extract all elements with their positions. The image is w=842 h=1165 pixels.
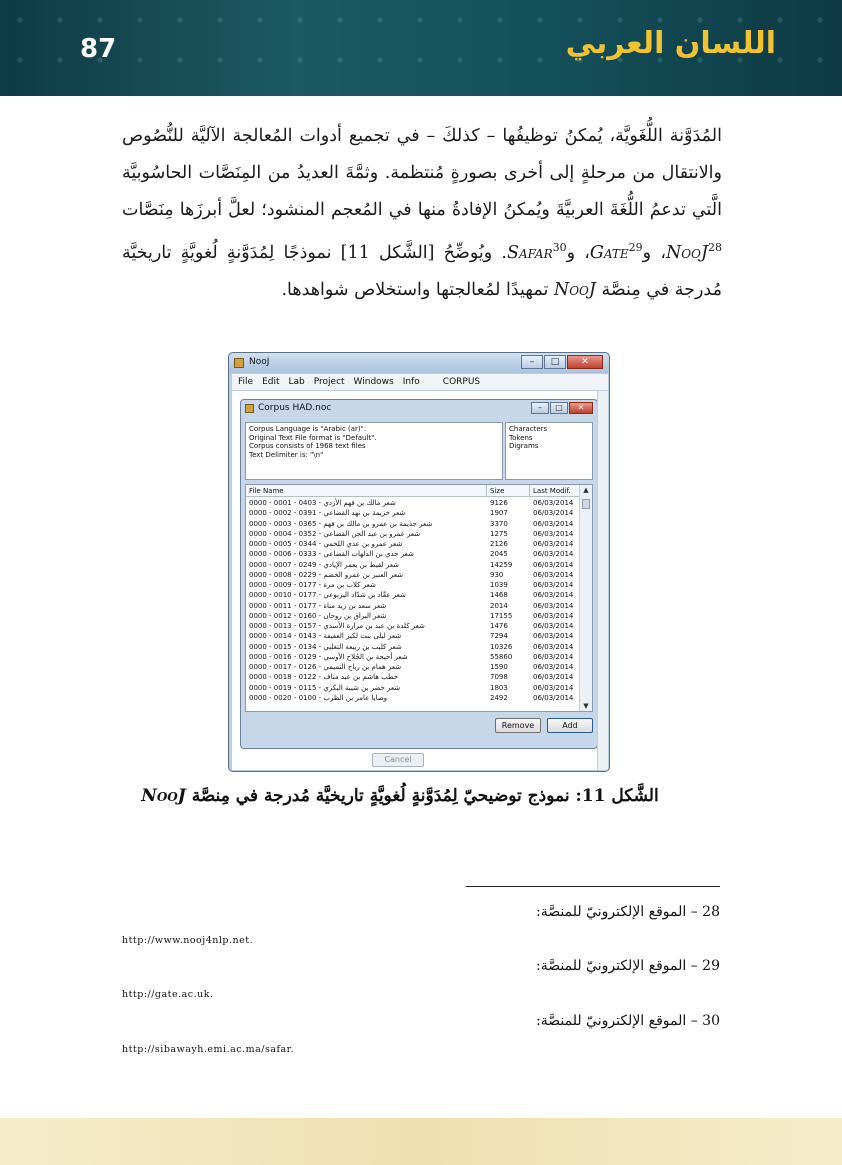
size-cell: 14259 xyxy=(490,560,513,569)
table-row[interactable] xyxy=(246,570,580,580)
stats-item-tokens[interactable]: Tokens xyxy=(509,433,533,442)
file-name-cell: 0000 - 0012 - 0160 - شعر البراق بن روحان xyxy=(249,611,387,620)
add-button[interactable]: Add xyxy=(547,718,593,733)
footnote-28-url[interactable]: http://www.nooj4nlp.net. xyxy=(122,935,254,946)
date-cell: 06/03/2014 xyxy=(533,560,574,569)
nooj-term: NooJ xyxy=(665,242,708,263)
stats-item-digrams[interactable]: Digrams xyxy=(509,442,539,450)
file-name-cell: 0000 - 0007 - 0249 - شعر لقيط بن يعمر الإيادي xyxy=(249,560,399,569)
table-row[interactable] xyxy=(246,560,580,570)
table-row[interactable] xyxy=(246,549,580,559)
date-cell: 06/03/2014 xyxy=(533,499,574,507)
menu-info[interactable]: Info xyxy=(402,377,420,387)
journal-logo: اللسان العربي xyxy=(565,26,776,61)
date-cell: 06/03/2014 xyxy=(533,611,574,620)
size-cell: 1590 xyxy=(490,663,508,671)
window-title: NooJ xyxy=(249,357,270,367)
page-footer-band xyxy=(0,1118,842,1165)
separator: ، و xyxy=(642,242,666,263)
separator: ، و xyxy=(566,242,590,263)
info-line: Corpus Language is "Arabic (ar)". xyxy=(249,425,367,433)
size-cell: 1476 xyxy=(490,622,508,630)
cancel-button[interactable]: Cancel xyxy=(372,753,424,767)
size-cell: 2014 xyxy=(490,601,508,610)
figure-caption xyxy=(130,786,670,806)
date-cell: 06/03/2014 xyxy=(533,601,574,610)
date-cell: 06/03/2014 xyxy=(533,550,574,559)
table-row[interactable] xyxy=(246,621,580,631)
file-name-cell: 0000 - 0015 - 0134 - شعر كليب بن ربيعة التغلبي xyxy=(249,642,402,651)
size-cell: 2045 xyxy=(490,550,508,559)
corpus-info-textbox[interactable] xyxy=(245,422,503,480)
table-row[interactable] xyxy=(246,590,580,600)
scroll-down-icon[interactable]: ▼ xyxy=(583,702,589,710)
file-name-cell: 0000 - 0010 - 0177 - شعر عقّاد بن شدّاد اليربوعي xyxy=(249,591,406,600)
size-cell: 1275 xyxy=(490,529,508,538)
file-name-cell: 0000 - 0006 - 0333 - شعر جذي بن الدلهات القضاعي xyxy=(249,550,414,559)
size-cell: 2126 xyxy=(490,540,508,548)
page-number: 87 xyxy=(80,34,117,64)
size-cell: 2492 xyxy=(490,693,508,702)
size-cell: 1039 xyxy=(490,581,508,589)
date-cell: 06/03/2014 xyxy=(533,529,574,538)
size-cell: 9126 xyxy=(490,499,508,507)
window-scrollbar[interactable] xyxy=(597,391,608,770)
scroll-up-icon[interactable]: ▲ xyxy=(583,486,589,494)
nooj-app-icon xyxy=(234,358,244,368)
caption-label: الشَّكل 11: xyxy=(575,786,659,806)
file-name-cell: 0000 - 0016 - 0129 - شعر أحيحة بن الجُلاح الأوسي xyxy=(249,652,408,661)
table-row[interactable] xyxy=(246,672,580,682)
table-row[interactable] xyxy=(246,601,580,611)
menu-project[interactable]: Project xyxy=(313,377,345,387)
window-client-area xyxy=(232,391,608,770)
file-name-cell: 0000 - 0017 - 0126 - شعر همام بن رياح التميمي xyxy=(249,663,402,671)
footnote-ref-29[interactable]: 29 xyxy=(628,241,643,254)
caption-text: نموذج توضيحيّ لِمُدَوَّنةٍ لُغويَّةٍ تاريخيَّة مُدرجة في مِنصَّة xyxy=(185,786,576,806)
column-header-file-name[interactable]: File Name xyxy=(246,485,487,497)
scroll-thumb[interactable] xyxy=(582,499,590,509)
footnote-divider xyxy=(466,886,720,887)
footnote-30-url[interactable]: http://sibawayh.emi.ac.ma/safar. xyxy=(122,1044,295,1055)
child-minimize-button[interactable]: – xyxy=(531,402,549,414)
date-cell: 06/03/2014 xyxy=(533,570,574,579)
table-row[interactable] xyxy=(246,631,580,641)
size-cell: 55860 xyxy=(490,652,513,661)
size-cell: 3370 xyxy=(490,519,508,528)
table-row[interactable] xyxy=(246,611,580,621)
file-name-cell: 0000 - 0011 - 0177 - شعر سعد بن زيد مناة xyxy=(249,601,387,610)
table-row[interactable] xyxy=(246,580,580,590)
menu-bar xyxy=(232,374,608,390)
body-paragraph xyxy=(122,118,722,309)
menu-file[interactable]: File xyxy=(238,377,254,387)
size-cell: 17155 xyxy=(490,611,513,620)
file-name-cell: 0000 - 0020 - 0100 - وصايا عامر بن الظرب xyxy=(249,693,388,702)
body-segment-2: . ويُوضِّحُ [الشَّكل 11] نموذجًا لِمُدَوَّنةٍ لُغويَّةٍ تاريخيَّة مُدرجة في مِنصَّة xyxy=(122,242,722,300)
child-window-title: Corpus HAD.noc xyxy=(258,403,332,413)
table-rows xyxy=(246,498,580,703)
file-name-cell: 0000 - 0001 - 0403 - شعر مالك بن فهم الأزدي xyxy=(249,499,396,507)
file-name-cell: 0000 - 0013 - 0157 - شعر كلدة بن عبد بن مرارة الأسدي xyxy=(249,622,425,630)
date-cell: 06/03/2014 xyxy=(533,581,574,589)
maximize-button[interactable]: □ xyxy=(544,355,566,369)
table-row[interactable] xyxy=(246,519,580,529)
table-row[interactable] xyxy=(246,662,580,672)
footnote-30-label: 30 – الموقع الإلكترونيّ للمنصَّة: xyxy=(536,1013,720,1029)
safar-term: Safar xyxy=(506,242,553,263)
footnote-28-label: 28 – الموقع الإلكترونيّ للمنصَّة: xyxy=(536,904,720,920)
date-cell: 06/03/2014 xyxy=(533,540,574,548)
info-line: Original Text File format is "Default". xyxy=(249,433,377,442)
size-cell: 1468 xyxy=(490,591,508,600)
minimize-button[interactable]: – xyxy=(521,355,543,369)
body-segment-1: المُدَوَّنة اللُّغَويَّة، يُمكنُ توظيفُها – كذلكَ – في تجميع أدوات المُعالجة الآليَّة للنُّصُوص والانتقال من مرحلةٍ إلى أخرى بصورةٍ مُنتظمة. وثمَّةَ العديدُ من المِنَصَّات الحاسُوبيَّة الَّتي تدعمُ اللُّغَةَ العربيَّةَ ويُمكنُ الإفادةُ منها في المُعجم المنشود؛ لعلَّ أبرزَها مِنَصَّات xyxy=(122,126,722,220)
date-cell: 06/03/2014 xyxy=(533,519,574,528)
page-header xyxy=(0,0,842,96)
table-row[interactable] xyxy=(246,508,580,518)
table-row[interactable] xyxy=(246,683,580,693)
size-cell: 7294 xyxy=(490,632,508,641)
child-titlebar[interactable] xyxy=(241,400,597,418)
caption-nooj: NooJ xyxy=(141,786,186,806)
file-name-cell: 0000 - 0004 - 0352 - شعر عمرو بن عبد الجن القضاعي xyxy=(249,529,421,538)
date-cell: 06/03/2014 xyxy=(533,632,574,641)
stats-listbox[interactable] xyxy=(505,422,593,480)
menu-corpus[interactable]: CORPUS xyxy=(442,377,481,387)
table-header xyxy=(246,485,580,497)
child-window-controls xyxy=(531,402,593,414)
column-header-size[interactable]: Size xyxy=(487,485,530,497)
file-name-cell: 0000 - 0018 - 0122 - خطب هاشم بن عبد مناف xyxy=(249,673,399,682)
size-cell: 7098 xyxy=(490,673,508,682)
table-row[interactable] xyxy=(246,642,580,652)
date-cell: 06/03/2014 xyxy=(533,509,574,518)
nooj-term: NooJ xyxy=(553,279,596,300)
info-line: Text Delimiter is: "\n" xyxy=(249,450,324,459)
file-name-cell: 0000 - 0019 - 0115 - شعر خضر بن شيبة البكري xyxy=(249,683,401,692)
file-name-cell: 0000 - 0002 - 0391 - شعر خزيمة بن نهد القضاعي xyxy=(249,509,406,518)
footnote-29-url[interactable]: http://gate.ac.uk. xyxy=(122,989,214,1000)
table-row[interactable] xyxy=(246,529,580,539)
date-cell: 06/03/2014 xyxy=(533,663,574,671)
corpus-icon xyxy=(245,404,254,413)
date-cell: 06/03/2014 xyxy=(533,622,574,630)
file-name-cell: 0000 - 0008 - 0229 - شعر العنبر بن عمرو الخضم xyxy=(249,570,403,579)
file-name-cell: 0000 - 0014 - 0143 - شعر ليلى بنت لكيز العفيفة xyxy=(249,632,402,641)
menu-windows[interactable]: Windows xyxy=(353,377,394,387)
file-table xyxy=(245,484,593,712)
table-row[interactable] xyxy=(246,539,580,549)
file-name-cell: 0000 - 0005 - 0344 - شعر عمرو بن عدي اللخمي xyxy=(249,540,403,548)
size-cell: 930 xyxy=(490,570,504,579)
footnote-ref-28[interactable]: 28 xyxy=(707,241,722,254)
size-cell: 1907 xyxy=(490,509,508,518)
date-cell: 06/03/2014 xyxy=(533,642,574,651)
footnote-ref-30[interactable]: 30 xyxy=(552,241,567,254)
table-row[interactable] xyxy=(246,652,580,662)
date-cell: 06/03/2014 xyxy=(533,683,574,692)
window-controls xyxy=(521,355,603,369)
date-cell: 06/03/2014 xyxy=(533,591,574,600)
stats-item-characters[interactable]: Characters xyxy=(509,425,548,433)
info-line: Corpus consists of 1968 text files xyxy=(249,442,366,450)
table-row[interactable] xyxy=(246,693,580,703)
table-scrollbar[interactable] xyxy=(579,485,592,711)
nooj-window xyxy=(228,352,610,772)
footnote-29-label: 29 – الموقع الإلكترونيّ للمنصَّة: xyxy=(536,958,720,974)
menu-edit[interactable]: Edit xyxy=(262,377,280,387)
child-close-button[interactable]: ✕ xyxy=(569,402,593,414)
table-row[interactable] xyxy=(246,498,580,508)
gate-term: Gate xyxy=(589,242,629,263)
date-cell: 06/03/2014 xyxy=(533,652,574,661)
corpus-child-window xyxy=(240,399,598,749)
window-titlebar[interactable] xyxy=(229,353,609,373)
remove-button[interactable]: Remove xyxy=(495,718,541,733)
child-maximize-button[interactable]: □ xyxy=(550,402,568,414)
size-cell: 10326 xyxy=(490,642,513,651)
size-cell: 1803 xyxy=(490,683,508,692)
date-cell: 06/03/2014 xyxy=(533,693,574,702)
close-button[interactable]: ✕ xyxy=(567,355,603,369)
column-header-last-modif[interactable]: Last Modif. xyxy=(530,485,580,497)
file-name-cell: 0000 - 0003 - 0365 - شعر جذيمة بن عمرو بن مالك بن فهم xyxy=(249,519,433,528)
file-name-cell: 0000 - 0009 - 0177 - شعر كلاب بن مرة xyxy=(249,581,376,589)
menu-lab[interactable]: Lab xyxy=(288,377,305,387)
date-cell: 06/03/2014 xyxy=(533,673,574,682)
body-segment-3: تمهيدًا لمُعالجتها واستخلاص شواهدها. xyxy=(281,279,554,300)
